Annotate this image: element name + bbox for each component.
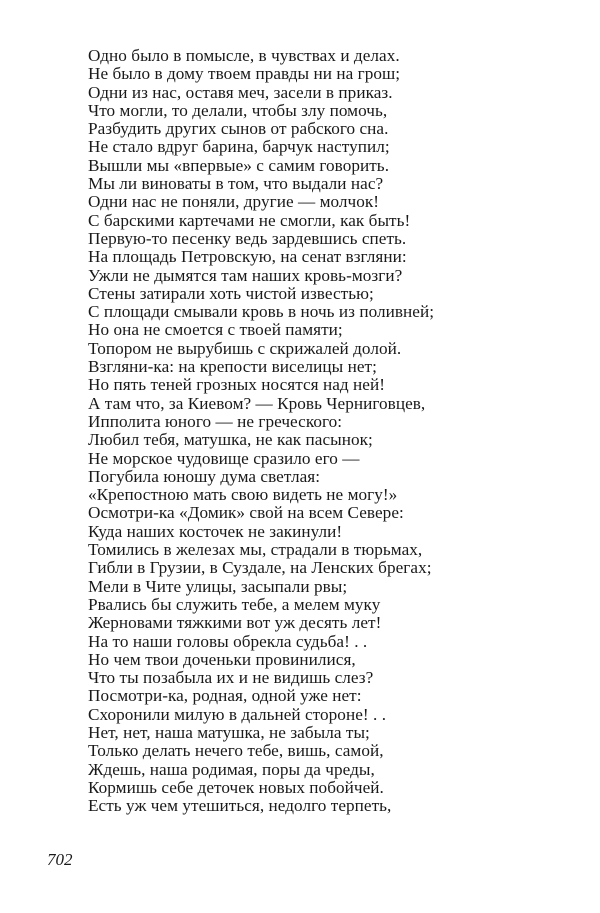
poem-line: А там что, за Киевом? — Кровь Черниговцев, [88, 393, 426, 413]
poem-line: Вышли мы «впервые» с самим говорить. [88, 155, 390, 175]
poem-line: Ждешь, наша родимая, поры да чреды, [88, 759, 375, 779]
poem-line: Погубила юношу дума светлая: [88, 466, 321, 486]
poem-line: На площадь Петровскую, на сенат взгляни: [88, 247, 407, 267]
poem-line: Ужли не дымятся там наших кровь-мозги? [88, 265, 403, 285]
poem-line: Не стало вдруг барина, барчук наступил; [88, 137, 390, 157]
poem-line: Жерновами тяжкими вот уж десять лет! [88, 613, 382, 633]
poem-line: Рвались бы служить тебе, а мелем муку [88, 594, 381, 614]
poem-line: Кормишь себе деточек новых побойчей. [88, 777, 384, 797]
poem-line: Не было в дому твоем правды ни на грош; [88, 64, 401, 84]
poem-line: Взгляни-ка: на крепости виселицы нет; [88, 357, 377, 377]
poem-line: «Крепостною мать свою видеть не могу!» [88, 485, 398, 505]
poem-line: Но чем твои доченьки провинилися, [88, 649, 356, 669]
poem-line: Разбудить других сынов от рабского сна. [88, 119, 389, 139]
poem-line: Первую-то песенку ведь зардевшись спеть. [88, 228, 407, 248]
poem-line: Не морское чудовище сразило его — [88, 448, 360, 468]
poem-line: Куда наших косточек не закинули! [88, 521, 343, 541]
poem-line: Топором не вырубишь с скрижалей долой. [88, 338, 402, 358]
poem-line: Схоронили милую в дальней стороне! . . [88, 704, 387, 724]
poem-line: Одни из нас, оставя меч, засели в приказ. [88, 82, 393, 102]
page-number: 702 [47, 850, 73, 869]
poem-line: Гибли в Грузии, в Суздале, на Ленских брегах; [88, 558, 432, 578]
poem-line: На то наши головы обрекла судьба! . . [88, 631, 368, 651]
poem-line: Стены затирали хоть чистой известью; [88, 283, 374, 303]
poem-line: Нет, нет, наша матушка, не забыла ты; [88, 722, 370, 742]
poem-line: Есть уж чем утешиться, недолго терпеть, [88, 796, 392, 816]
poem-line: Осмотри-ка «Домик» свой на всем Севере: [88, 503, 404, 523]
poem-line: Любил тебя, матушка, не как пасынок; [88, 430, 373, 450]
poem-line: Что ты позабыла их и не видишь слез? [88, 668, 374, 688]
poem-line: Посмотри-ка, родная, одной уже нет: [88, 686, 362, 706]
poem-line: Томились в железах мы, страдали в тюрьмах, [88, 540, 423, 560]
poem-line: Но пять теней грозных носятся над ней! [88, 375, 385, 395]
poem-line: Мели в Чите улицы, засыпали рвы; [88, 576, 348, 596]
poem-line: Только делать нечего тебе, вишь, самой, [88, 741, 384, 761]
poem-line: Одно было в помысле, в чувствах и делах. [88, 46, 400, 65]
poem-line: С площади смывали кровь в ночь из поливней; [88, 302, 435, 322]
poem-text [88, 47, 568, 815]
poem-line: Мы ли виноваты в том, что выдали нас? [88, 174, 384, 194]
poem-line: Но она не смоется с твоей памяти; [88, 320, 343, 340]
poem-line: Одни нас не поняли, другие — молчок! [88, 192, 380, 212]
poem-line: Ипполита юного — не греческого: [88, 411, 343, 431]
poem-line: Что могли, то делали, чтобы злу помочь, [88, 100, 388, 120]
poem-line: С барскими картечами не смогли, как быть! [88, 210, 411, 230]
